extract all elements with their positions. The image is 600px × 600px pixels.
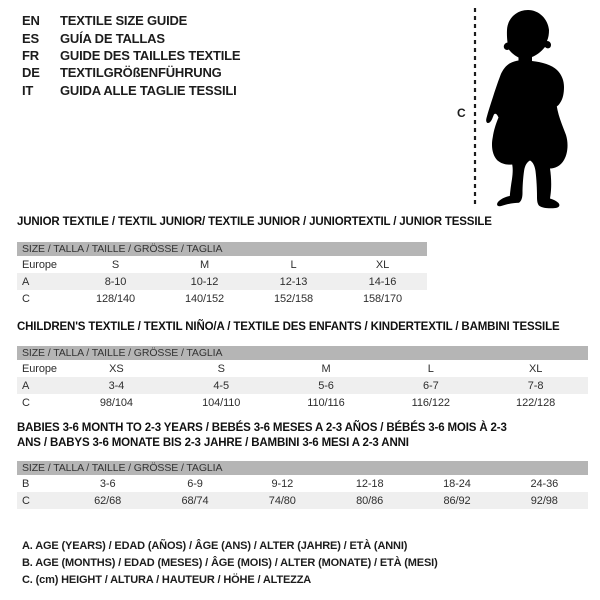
baby-figure bbox=[460, 0, 600, 215]
row-label: Europe bbox=[22, 258, 57, 271]
size-value-cell: 116/122 bbox=[411, 396, 450, 409]
size-value-cell: S bbox=[111, 258, 120, 271]
footnote-line: B. AGE (MONTHS) / EDAD (MESES) / ÂGE (MOIS) / ALTER (MONATE) / ETÀ (MESI) bbox=[22, 556, 438, 569]
size-value-cell: 140/152 bbox=[184, 292, 225, 305]
size-value-cell: 152/158 bbox=[273, 292, 314, 305]
table-row bbox=[17, 290, 427, 307]
size-value-cell: 80/86 bbox=[356, 494, 384, 507]
children-size-table bbox=[17, 346, 588, 411]
row-label: Europe bbox=[22, 362, 57, 375]
language-code: EN bbox=[22, 13, 40, 29]
size-value-cell: 92/98 bbox=[530, 494, 558, 507]
table-row bbox=[17, 475, 588, 492]
size-value-cell: 12-18 bbox=[355, 477, 384, 490]
section-title-children: CHILDREN'S TEXTILE / TEXTIL NIÑO/A / TEXTILE DES ENFANTS / KINDERTEXTIL / BAMBINI TESSILE bbox=[17, 321, 560, 333]
footnote-line: C. (cm) HEIGHT / ALTURA / HAUTEUR / HÖHE / ALTEZZA bbox=[22, 573, 312, 586]
language-row bbox=[22, 29, 240, 46]
size-value-cell: 14-16 bbox=[368, 275, 397, 288]
row-label: C bbox=[22, 494, 30, 507]
babies-table-rows bbox=[17, 475, 588, 509]
size-value-cell: 6-9 bbox=[187, 477, 203, 490]
guide-title: GUIDE DES TAILLES TEXTILE bbox=[60, 47, 241, 63]
size-value-cell: XS bbox=[109, 362, 124, 375]
size-value-cell: 24-36 bbox=[530, 477, 559, 490]
size-value-cell: XL bbox=[528, 362, 543, 375]
size-value-cell: 10-12 bbox=[190, 275, 219, 288]
children-table-rows bbox=[17, 360, 588, 411]
junior-size-table bbox=[17, 242, 427, 307]
table-row bbox=[17, 273, 427, 290]
size-value-cell: 68/74 bbox=[181, 494, 209, 507]
size-value-cell: 8-10 bbox=[104, 275, 127, 288]
size-value-cell: 9-12 bbox=[271, 477, 294, 490]
size-value-cell: 3-4 bbox=[108, 379, 125, 392]
size-value-cell: 5-6 bbox=[318, 379, 334, 392]
size-value-cell: 128/140 bbox=[95, 292, 136, 305]
language-list bbox=[22, 12, 240, 99]
size-value-cell: 7-8 bbox=[527, 379, 544, 392]
size-value-cell: 86/92 bbox=[443, 494, 471, 507]
size-value-cell: 6-7 bbox=[422, 379, 439, 392]
size-value-cell: M bbox=[321, 362, 331, 375]
table-row bbox=[17, 492, 588, 509]
size-value-cell: M bbox=[199, 258, 210, 271]
babies-size-table bbox=[17, 461, 588, 509]
size-value-cell: XL bbox=[375, 258, 390, 271]
size-value-cell: 104/110 bbox=[202, 396, 241, 409]
size-value-cell: 74/80 bbox=[268, 494, 296, 507]
row-label: B bbox=[22, 477, 30, 490]
size-value-cell: 110/116 bbox=[307, 396, 345, 409]
size-header-row: SIZE / TALLA / TAILLE / GRÖSSE / TAGLIA bbox=[17, 242, 427, 256]
size-header-row: SIZE / TALLA / TAILLE / GRÖSSE / TAGLIA bbox=[17, 461, 588, 475]
language-row bbox=[22, 47, 240, 64]
size-value-cell: S bbox=[217, 362, 225, 375]
table-row bbox=[17, 360, 588, 377]
table-row bbox=[17, 394, 588, 411]
size-value-cell: 158/170 bbox=[362, 292, 403, 305]
row-label: A bbox=[22, 275, 30, 288]
guide-title: TEXTILGRÖßENFÜHRUNG bbox=[60, 65, 222, 81]
size-value-cell: 4-5 bbox=[213, 379, 229, 392]
size-value-cell: 18-24 bbox=[443, 477, 471, 490]
footnotes bbox=[22, 537, 438, 589]
size-value-cell: 98/104 bbox=[99, 396, 133, 409]
baby-silhouette-icon bbox=[486, 10, 567, 208]
language-row bbox=[22, 82, 240, 99]
size-value-cell: 3-6 bbox=[99, 477, 116, 490]
language-code: IT bbox=[22, 82, 34, 98]
section-title-junior: JUNIOR TEXTILE / TEXTIL JUNIOR/ TEXTILE JUNIOR / JUNIORTEXTIL / JUNIOR TESSILE bbox=[17, 216, 492, 228]
guide-title: TEXTILE SIZE GUIDE bbox=[60, 13, 188, 29]
language-code: FR bbox=[22, 47, 39, 63]
size-value-cell: 12-13 bbox=[279, 275, 308, 288]
size-value-cell: L bbox=[290, 258, 297, 271]
table-row bbox=[17, 377, 588, 394]
footnote-line: A. AGE (YEARS) / EDAD (AÑOS) / ÂGE (ANS) / ALTER (JAHRE) / ETÀ (ANNI) bbox=[22, 539, 408, 552]
size-value-cell: 122/128 bbox=[516, 396, 556, 409]
size-value-cell: 62/68 bbox=[94, 494, 122, 507]
guide-title: GUIDA ALLE TAGLIE TESSILI bbox=[60, 82, 237, 98]
language-row bbox=[22, 64, 240, 81]
language-code: ES bbox=[22, 30, 39, 46]
size-header-row: SIZE / TALLA / TAILLE / GRÖSSE / TAGLIA bbox=[17, 346, 588, 360]
guide-title: GUÍA DE TALLAS bbox=[60, 30, 165, 46]
row-label: C bbox=[22, 292, 30, 305]
row-label: A bbox=[22, 379, 30, 392]
row-label: C bbox=[22, 396, 30, 409]
size-value-cell: L bbox=[427, 362, 434, 375]
language-code: DE bbox=[22, 65, 40, 81]
height-marker-label: C bbox=[457, 106, 466, 120]
section-title-babies: BABIES 3-6 MONTH TO 2-3 YEARS / BEBÉS 3-6 MESES A 2-3 AÑOS / BÉBÉS 3-6 MOIS À 2-3 ANS / BABYS 3-6 MONATE BIS 2-3 JAHRE / BAMBINI 3-6 MESI A 2-3 ANNI bbox=[17, 422, 507, 449]
junior-table-rows bbox=[17, 256, 427, 307]
language-row bbox=[22, 12, 240, 29]
table-row bbox=[17, 256, 427, 273]
